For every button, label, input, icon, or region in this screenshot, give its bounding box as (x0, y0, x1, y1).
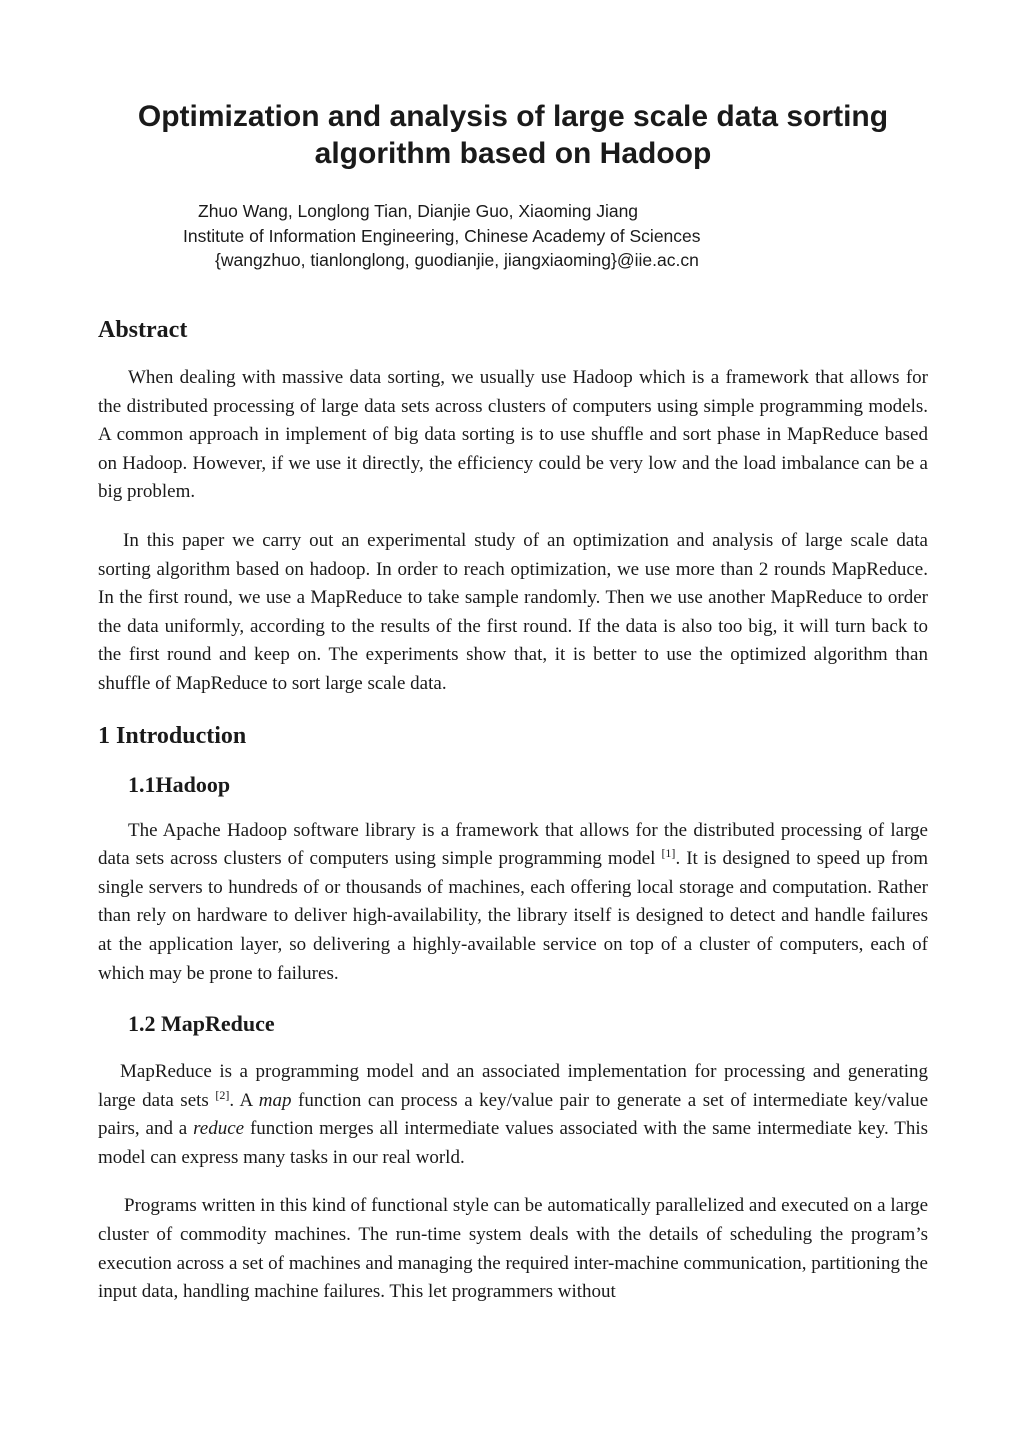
author-block (98, 199, 928, 271)
abstract-paragraph-1: When dealing with massive data sorting, we usually use Hadoop which is a framework that allows for the distributed processing of large data sets across clusters of computers using simple programming models. A common approach in implement of big data sorting is to use shuffle and sort phase in MapReduce based on Hadoop. However, if we use it directly, the efficiency could be very low and the load imbalance can be a big problem. (98, 367, 928, 503)
reduce-term: reduce (193, 1118, 245, 1140)
hadoop-section-heading: 1.1Hadoop (128, 771, 231, 797)
mapreduce-text-c: function can process a key/value pair to generate a set of intermediate key/value pairs, and a (98, 1089, 928, 1140)
mapreduce-paragraph-2: Programs written in this kind of functional style can be automatically parallelized and executed on a large cluster of commodity machines. The run-time system deals with the details of scheduling the program’s execution across a set of machines and managing the required inter-machine communication, partitioning the input data, handling machine failures. This let programmers without (98, 1195, 928, 1303)
paper-title (98, 96, 928, 172)
citation-ref-1: [1] (661, 846, 676, 861)
hadoop-text-b: . It is designed to speed up from single servers to hundreds of or thousands of machines, each offering local storage and computation. Rather than rely on hardware to deliver high-availability, the library itself is designed to detect and handle failures at the application layer, so delivering a highly-available service on top of a cluster of computers, each of which may be prone to failures. (98, 848, 929, 984)
paper-page (98, 96, 928, 1307)
title-line-1: Optimization and analysis of large scale data sorting (137, 100, 889, 133)
abstract-heading: Abstract (98, 317, 188, 343)
introduction-heading: 1 Introduction (98, 722, 247, 749)
citation-ref-2: [2] (215, 1087, 230, 1102)
author-names: Zhuo Wang, Longlong Tian, Dianjie Guo, Xiaoming Jiang (198, 201, 639, 221)
hadoop-text-a: The Apache Hadoop software library is a framework that allows for the distributed processing of large data sets across clusters of computers using simple programming model (98, 819, 928, 870)
author-emails: {wangzhuo, tianlonglong, guodianjie, jiangxiaoming}@iie.ac.cn (215, 250, 699, 270)
mapreduce-text-b: . A (229, 1089, 259, 1111)
abstract-paragraph-2: In this paper we carry out an experimental study of an optimization and analysis of large scale data sorting algorithm based on hadoop. In order to reach optimization, we use more than 2 rounds MapReduce. In the first round, we use a MapReduce to take sample randomly. Then we use another MapReduce to order the data uniformly, according to the results of the first round. If the data is also too big, it will turn back to the first round and keep on. The experiments show that, it is better to use the optimized algorithm than shuffle of MapReduce to sort large scale data. (98, 529, 928, 694)
mapreduce-text-a: MapReduce is a programming model and an associated implementation for processing and generating large data sets (98, 1061, 928, 1111)
mapreduce-paragraph-1 (98, 1058, 928, 1172)
title-line-2: algorithm based on Hadoop (314, 137, 712, 170)
mapreduce-text-d: function merges all intermediate values associated with the same intermediate key. This model can express many tasks in our real world. (98, 1118, 928, 1168)
map-term: map (258, 1089, 292, 1111)
author-affiliation: Institute of Information Engineering, Chinese Academy of Sciences (183, 226, 701, 246)
mapreduce-section-heading: 1.2 MapReduce (128, 1011, 275, 1037)
hadoop-paragraph (98, 817, 928, 989)
